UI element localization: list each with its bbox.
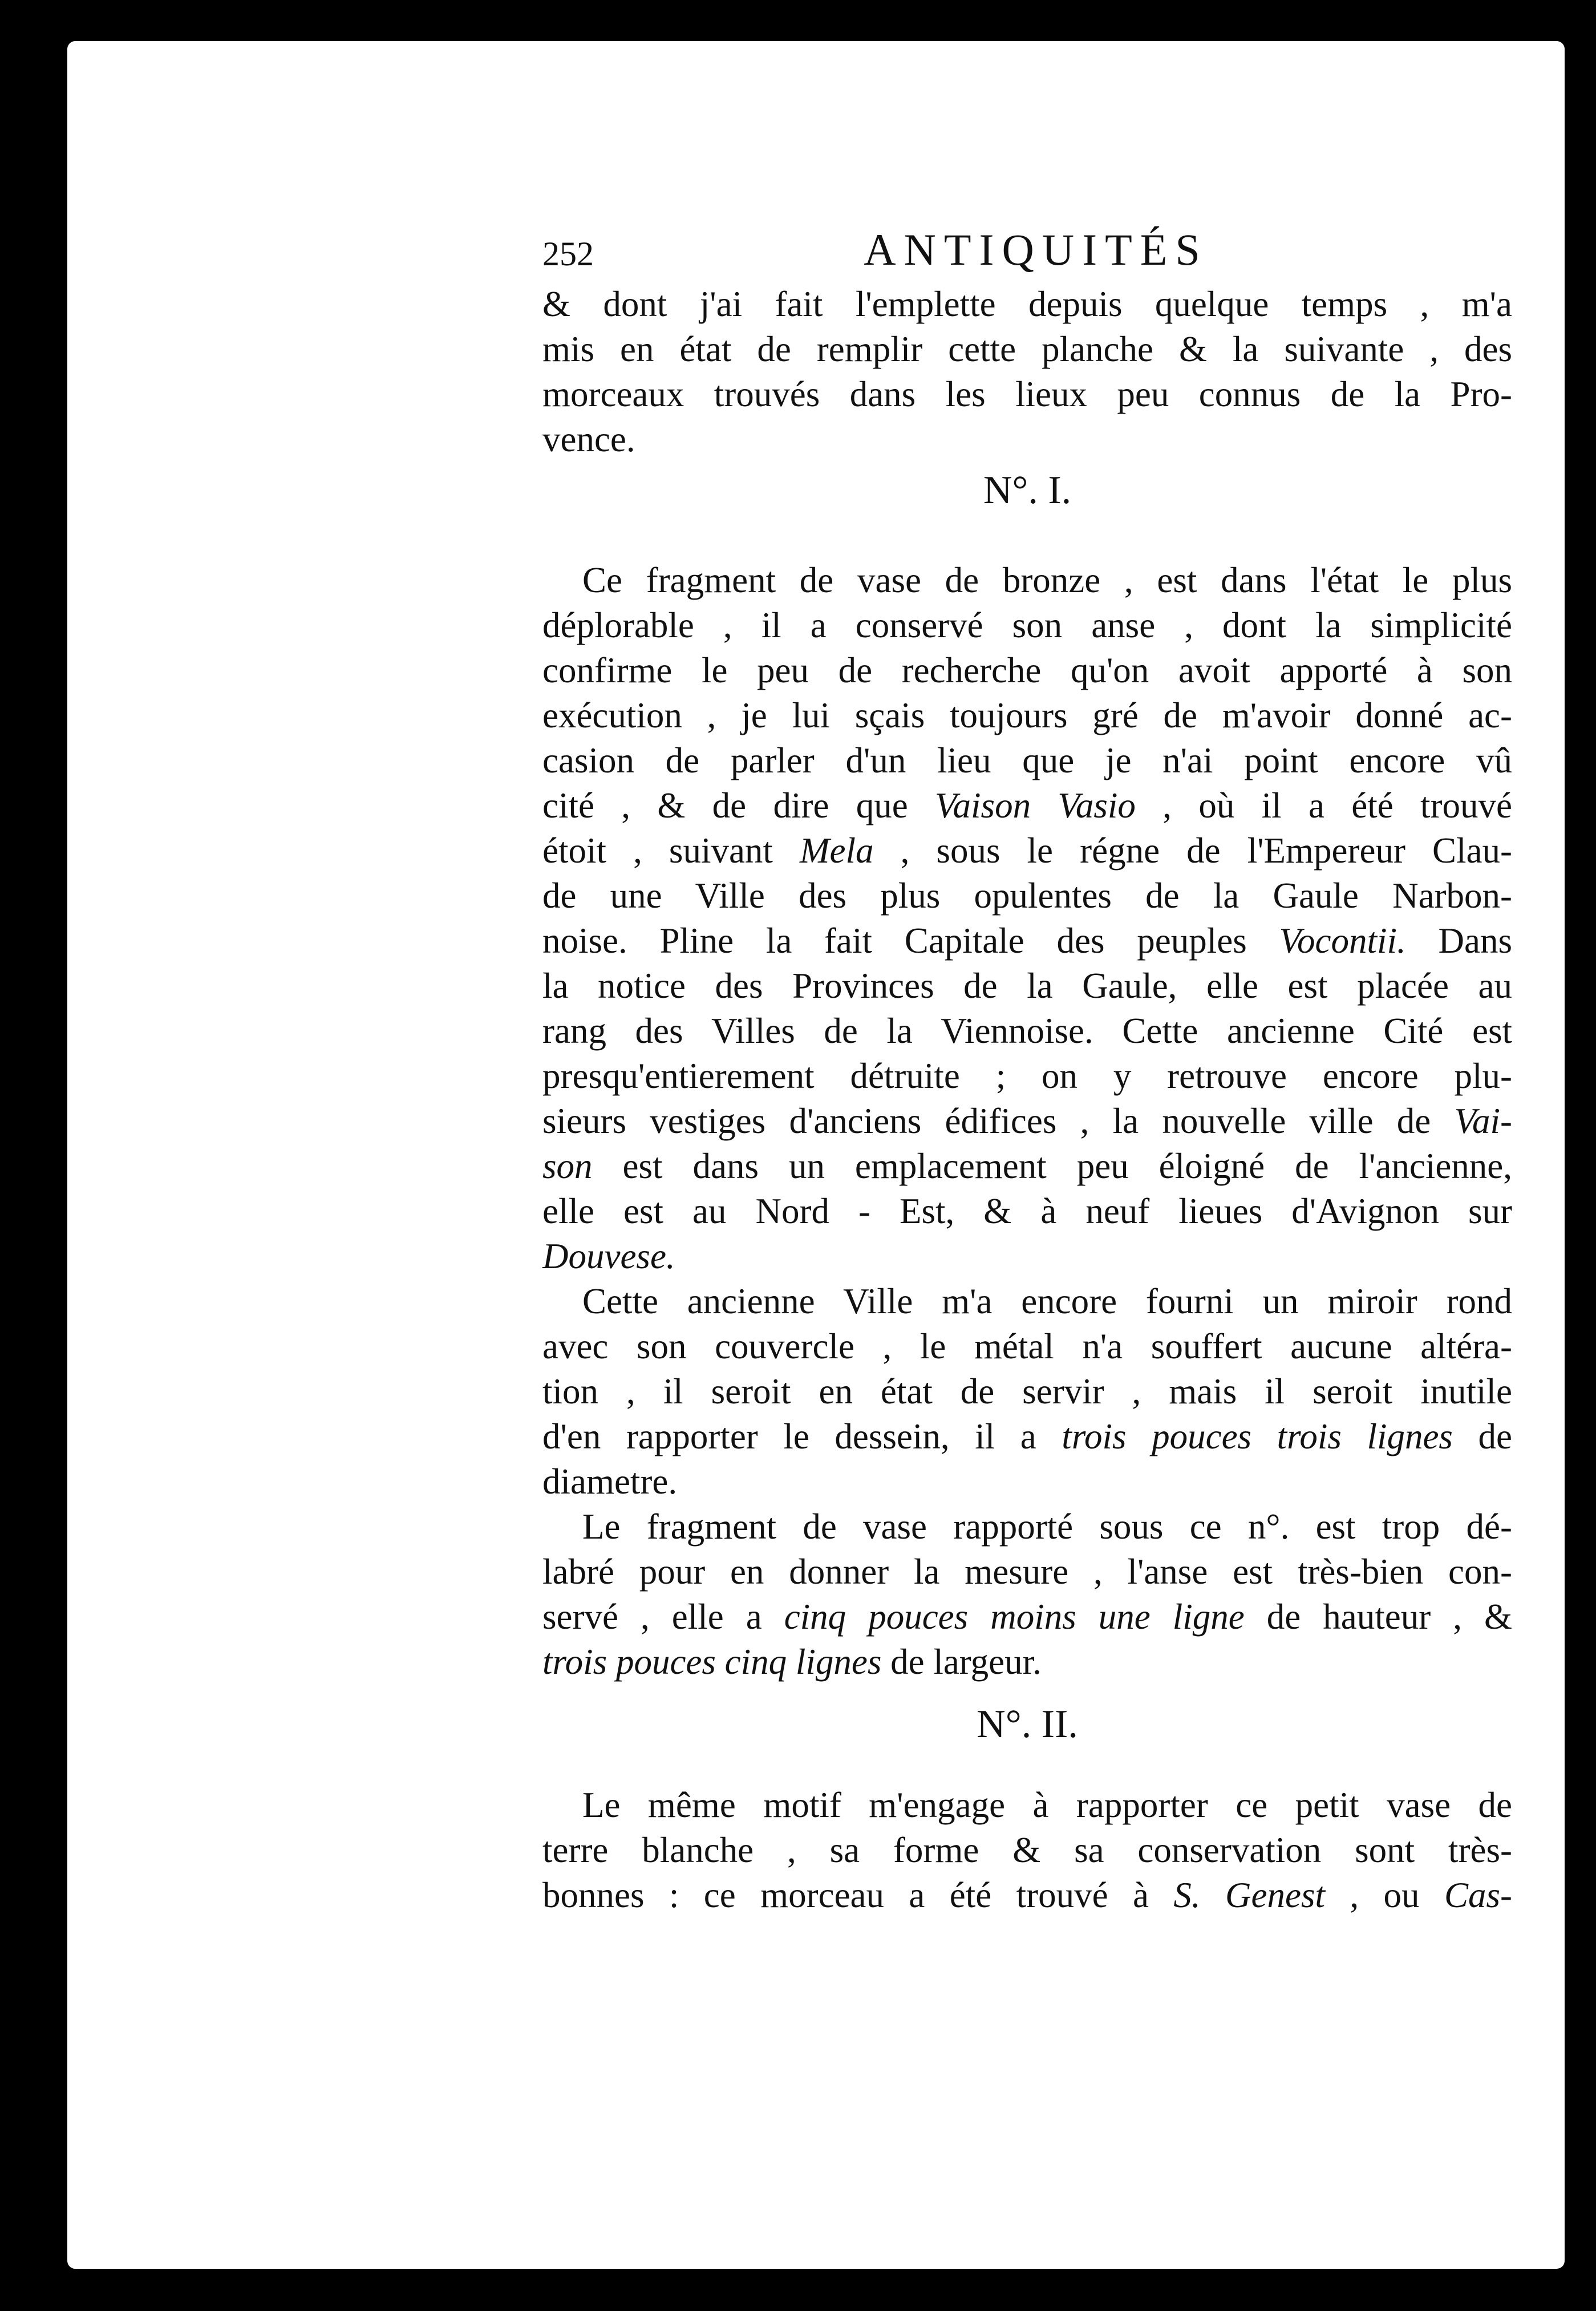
italic-term: trois pouces trois lignes — [1062, 1416, 1453, 1456]
text-line: la notice des Provinces de la Gaule, elle est placée au — [542, 966, 1512, 1006]
italic-term: S. Genest — [1173, 1875, 1325, 1915]
text-line: diametre. — [542, 1462, 678, 1501]
text-line: de une Ville des plus opulentes de la Gaule Narbon- — [542, 876, 1512, 916]
paragraph — [542, 558, 1512, 1279]
text-line: rang des Villes de la Viennoise. Cette ancienne Cité est — [542, 1011, 1512, 1051]
text-line: tion , il seroit en état de servir , mais il seroit inutile — [542, 1371, 1512, 1411]
section-heading-2: N°. II. — [977, 1702, 1078, 1746]
italic-term: Vai- — [1454, 1101, 1512, 1141]
text-line: elle est au Nord - Est, & à neuf lieues d'Avignon sur — [542, 1191, 1512, 1231]
text-line: noise. Pline la fait Capitale des peuples Vocontii. Dans — [542, 921, 1512, 961]
text-line: trois pouces cinq lignes de largeur. — [542, 1642, 1042, 1682]
text-line: vence. — [542, 419, 635, 459]
italic-term: Cas- — [1444, 1875, 1513, 1915]
text-line: d'en rapporter le dessein, il a trois pouces trois lignes de — [542, 1416, 1512, 1456]
text-line: exécution , je lui sçais toujours gré de m'avoir donné ac- — [542, 695, 1512, 735]
text-line: terre blanche , sa forme & sa conservation sont très- — [542, 1830, 1512, 1870]
italic-term: Douvese. — [542, 1236, 675, 1276]
section-heading-1: N°. I. — [983, 468, 1072, 512]
page-header — [542, 227, 1512, 282]
text-line: casion de parler d'un lieu que je n'ai point encore vû — [542, 740, 1512, 780]
italic-term: son — [542, 1146, 593, 1186]
text-line: cité , & de dire que Vaison Vasio , où il a été trouvé — [542, 786, 1512, 825]
text-line: avec son couvercle , le métal n'a souffert aucune altéra- — [542, 1326, 1512, 1366]
text-line: morceaux trouvés dans les lieux peu connus de la Pro- — [542, 374, 1512, 414]
italic-term: cinq pouces moins une ligne — [784, 1597, 1245, 1637]
text-line: mis en état de remplir cette planche & la suivante , des — [542, 329, 1512, 369]
italic-term: Vocontii. — [1279, 921, 1406, 961]
text-line: Cette ancienne Ville m'a encore fourni un miroir rond — [582, 1281, 1512, 1321]
intro-paragraph — [542, 282, 1512, 462]
text-line: sieurs vestiges d'anciens édifices , la nouvelle ville de Vai- — [542, 1101, 1512, 1141]
text-line — [542, 1234, 1512, 1279]
text-line: bonnes : ce morceau a été trouvé à S. Genest , ou Cas- — [542, 1875, 1513, 1915]
text-line: confirme le peu de recherche qu'on avoit apporté à son — [542, 650, 1512, 690]
text-line: Ce fragment de vase de bronze , est dans l'état le plus — [582, 560, 1512, 600]
text-line: Le fragment de vase rapporté sous ce n°. est trop dé- — [582, 1507, 1512, 1547]
running-title: ANTIQUITÉS — [864, 225, 1208, 274]
text-line: & dont j'ai fait l'emplette depuis quelque temps , m'a — [542, 284, 1512, 324]
text-line: labré pour en donner la mesure , l'anse est très-bien con- — [542, 1552, 1512, 1592]
text-line: déplorable , il a conservé son anse , dont la simplicité — [542, 605, 1512, 645]
paragraph — [542, 1504, 1512, 1685]
text-line: étoit , suivant Mela , sous le régne de l'Empereur Clau- — [542, 831, 1512, 871]
paragraph — [542, 1783, 1512, 1918]
text-line: servé , elle a cinq pouces moins une ligne de hauteur , & — [542, 1597, 1513, 1637]
text-line: Le même motif m'engage à rapporter ce petit vase de — [582, 1785, 1512, 1825]
page-content — [542, 227, 1512, 1918]
page-number: 252 — [542, 235, 594, 273]
book-page — [67, 41, 1565, 2269]
paragraph — [542, 1279, 1512, 1504]
text-line: presqu'entierement détruite ; on y retrouve encore plu- — [542, 1056, 1512, 1096]
text-line: son est dans un emplacement peu éloigné de l'ancienne, — [542, 1146, 1512, 1186]
italic-term: trois pouces cinq lignes — [542, 1642, 882, 1682]
italic-term: Mela — [800, 831, 874, 871]
italic-term: Vaison Vasio — [935, 786, 1136, 825]
